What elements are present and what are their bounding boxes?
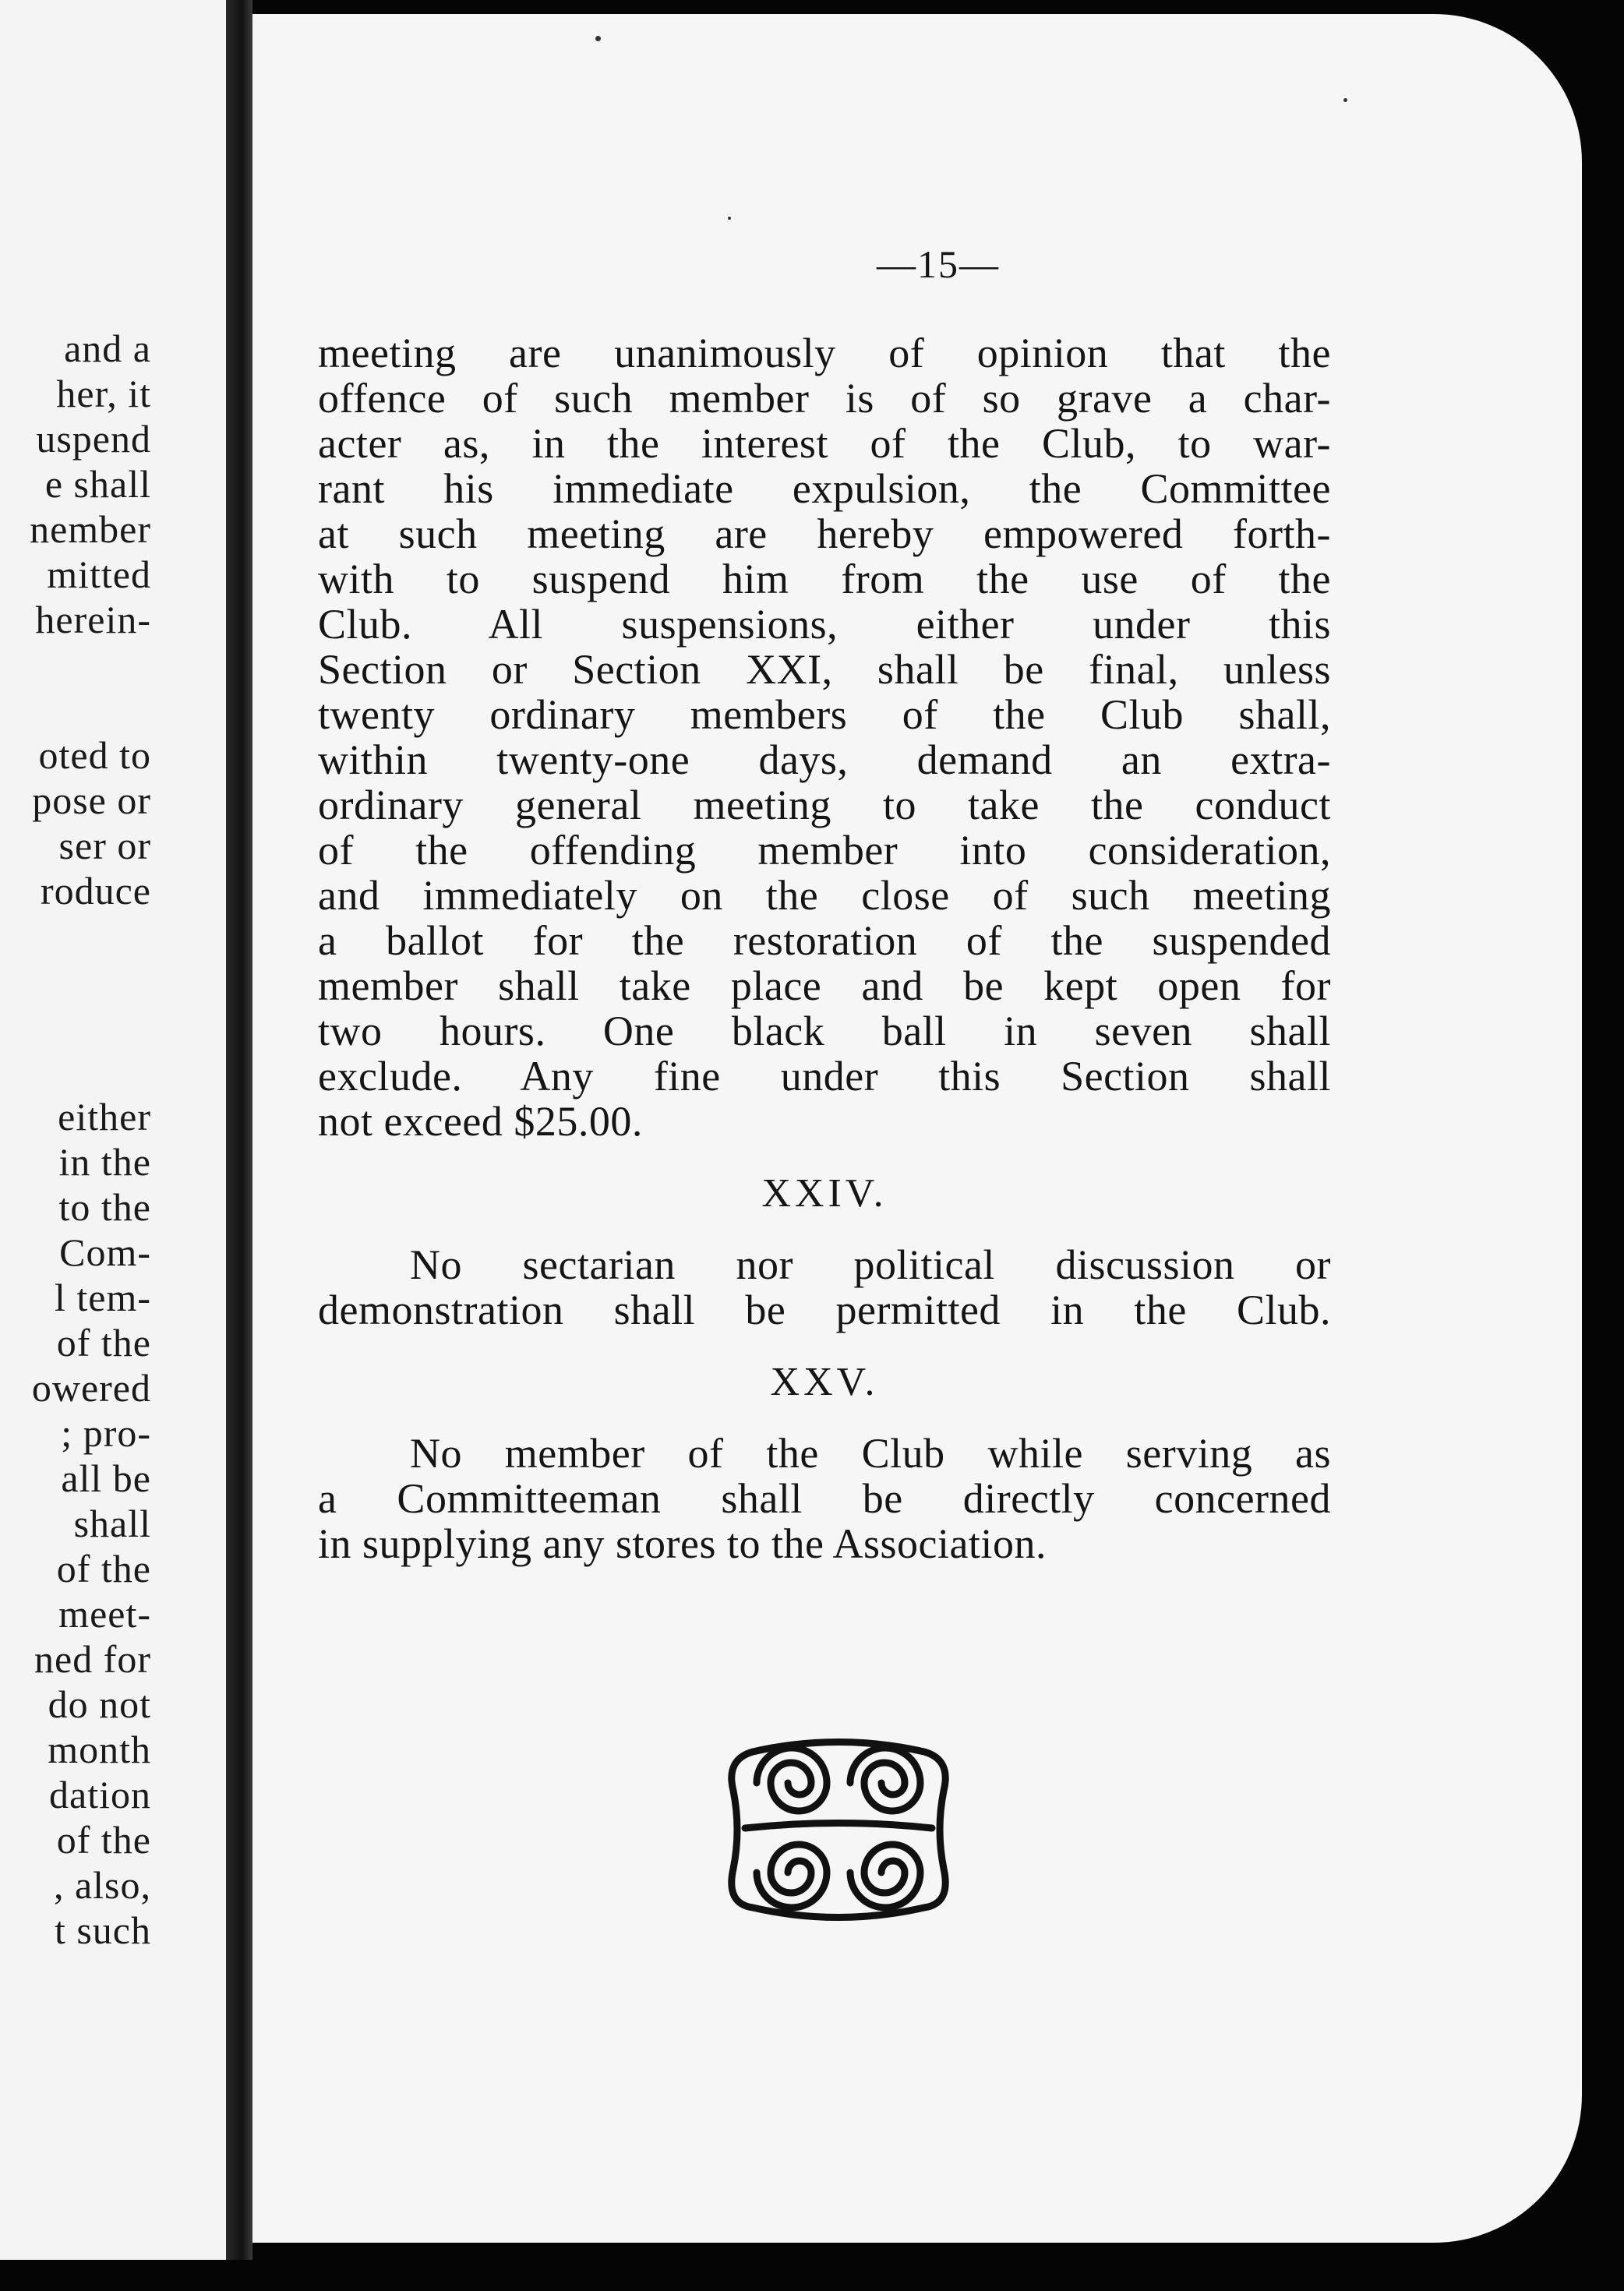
text-line: twenty ordinary members of the Club shall, (318, 691, 1331, 738)
facing-page-text-line: herein- (35, 598, 151, 641)
section-24-body (318, 1242, 1331, 1333)
facing-page-text-line: owered (31, 1366, 151, 1410)
double-spiral-ornament-icon (722, 1736, 955, 1923)
text-line: and immediately on the close of such meeting (318, 872, 1331, 919)
book-page (252, 14, 1582, 2243)
facing-page-text-line: do not (48, 1682, 151, 1726)
facing-page-text-line: meet- (58, 1592, 151, 1636)
text-line: with to suspend him from the use of the (318, 556, 1331, 602)
text-line: offence of such member is of so grave a char- (318, 375, 1331, 422)
text-line: in supplying any stores to the Association. (318, 1520, 1047, 1567)
section-23-continuation (318, 330, 1331, 1144)
facing-page-text-line: pose or (32, 778, 151, 822)
text-line: member shall take place and be kept open for (318, 962, 1331, 1009)
text-line: No sectarian nor political discussion or (410, 1241, 1331, 1288)
text-line: meeting are unanimously of opinion that the (318, 330, 1331, 376)
facing-page-text-line: ser or (58, 824, 151, 867)
section-25-body (318, 1431, 1331, 1566)
facing-page-text-line: to the (58, 1185, 151, 1229)
facing-page-text-line: in the (58, 1140, 151, 1184)
text-line: ordinary general meeting to take the conduct (318, 782, 1331, 828)
text-line: a Committeeman shall be directly concerned (318, 1475, 1331, 1522)
text-line: No member of the Club while serving as (410, 1430, 1331, 1477)
facing-page-text-line: ned for (34, 1637, 151, 1681)
text-line: two hours. One black ball in seven shall (318, 1008, 1331, 1054)
facing-page-text-line: of the (56, 1547, 151, 1590)
text-line: a ballot for the restoration of the suspended (318, 917, 1331, 964)
facing-page-text-line: of the (56, 1818, 151, 1862)
section-heading-xxiv: XXIV. (761, 1171, 888, 1216)
facing-page-text-line: l tem- (54, 1276, 151, 1319)
facing-page-text-line: mitted (47, 552, 151, 596)
text-line: demonstration shall be permitted in the Club. (318, 1287, 1331, 1333)
page-number: —15— (877, 242, 1000, 286)
text-line: Section or Section XXI, shall be final, unless (318, 646, 1331, 693)
text-line: Club. All suspensions, either under this (318, 601, 1331, 648)
facing-page-text-line: dation (49, 1773, 151, 1816)
text-line: exclude. Any fine under this Section shall (318, 1053, 1331, 1100)
text-line: of the offending member into consideration, (318, 827, 1331, 874)
book-gutter (226, 0, 252, 2260)
page-speck (728, 217, 731, 220)
facing-page-text-line: oted to (38, 733, 151, 777)
page-speck (595, 36, 601, 41)
facing-page-text-line: uspend (36, 417, 151, 461)
facing-page-text-line: all be (61, 1456, 151, 1500)
facing-page-text-line: , also, (53, 1863, 151, 1907)
facing-page-text-line: of the (56, 1321, 151, 1364)
facing-page-text-line: ; pro- (61, 1411, 151, 1455)
facing-page-text-line: Com- (59, 1230, 151, 1274)
text-line: rant his immediate expulsion, the Committee (318, 465, 1331, 512)
text-line: not exceed $25.00. (318, 1098, 643, 1145)
text-line: acter as, in the interest of the Club, to war- (318, 420, 1331, 467)
text-line: at such meeting are hereby empowered forth- (318, 510, 1331, 557)
page-speck (1343, 98, 1347, 102)
section-heading-xxv: XXV. (770, 1360, 879, 1404)
facing-page-text-line: and a (64, 327, 151, 370)
facing-page-text-line: shall (73, 1502, 151, 1545)
facing-page-text-line: month (48, 1728, 151, 1771)
facing-page-text-line: her, it (56, 372, 151, 415)
page-text (318, 330, 1331, 1566)
facing-page-text-line: t such (54, 1908, 151, 1952)
facing-page-text-line: roduce (40, 869, 151, 913)
facing-page-fragment (0, 0, 226, 2260)
text-line: within twenty-one days, demand an extra- (318, 736, 1331, 783)
facing-page-text-line: e shall (44, 462, 151, 506)
facing-page-text-line: nember (30, 507, 151, 551)
facing-page-text-line: either (58, 1095, 151, 1138)
